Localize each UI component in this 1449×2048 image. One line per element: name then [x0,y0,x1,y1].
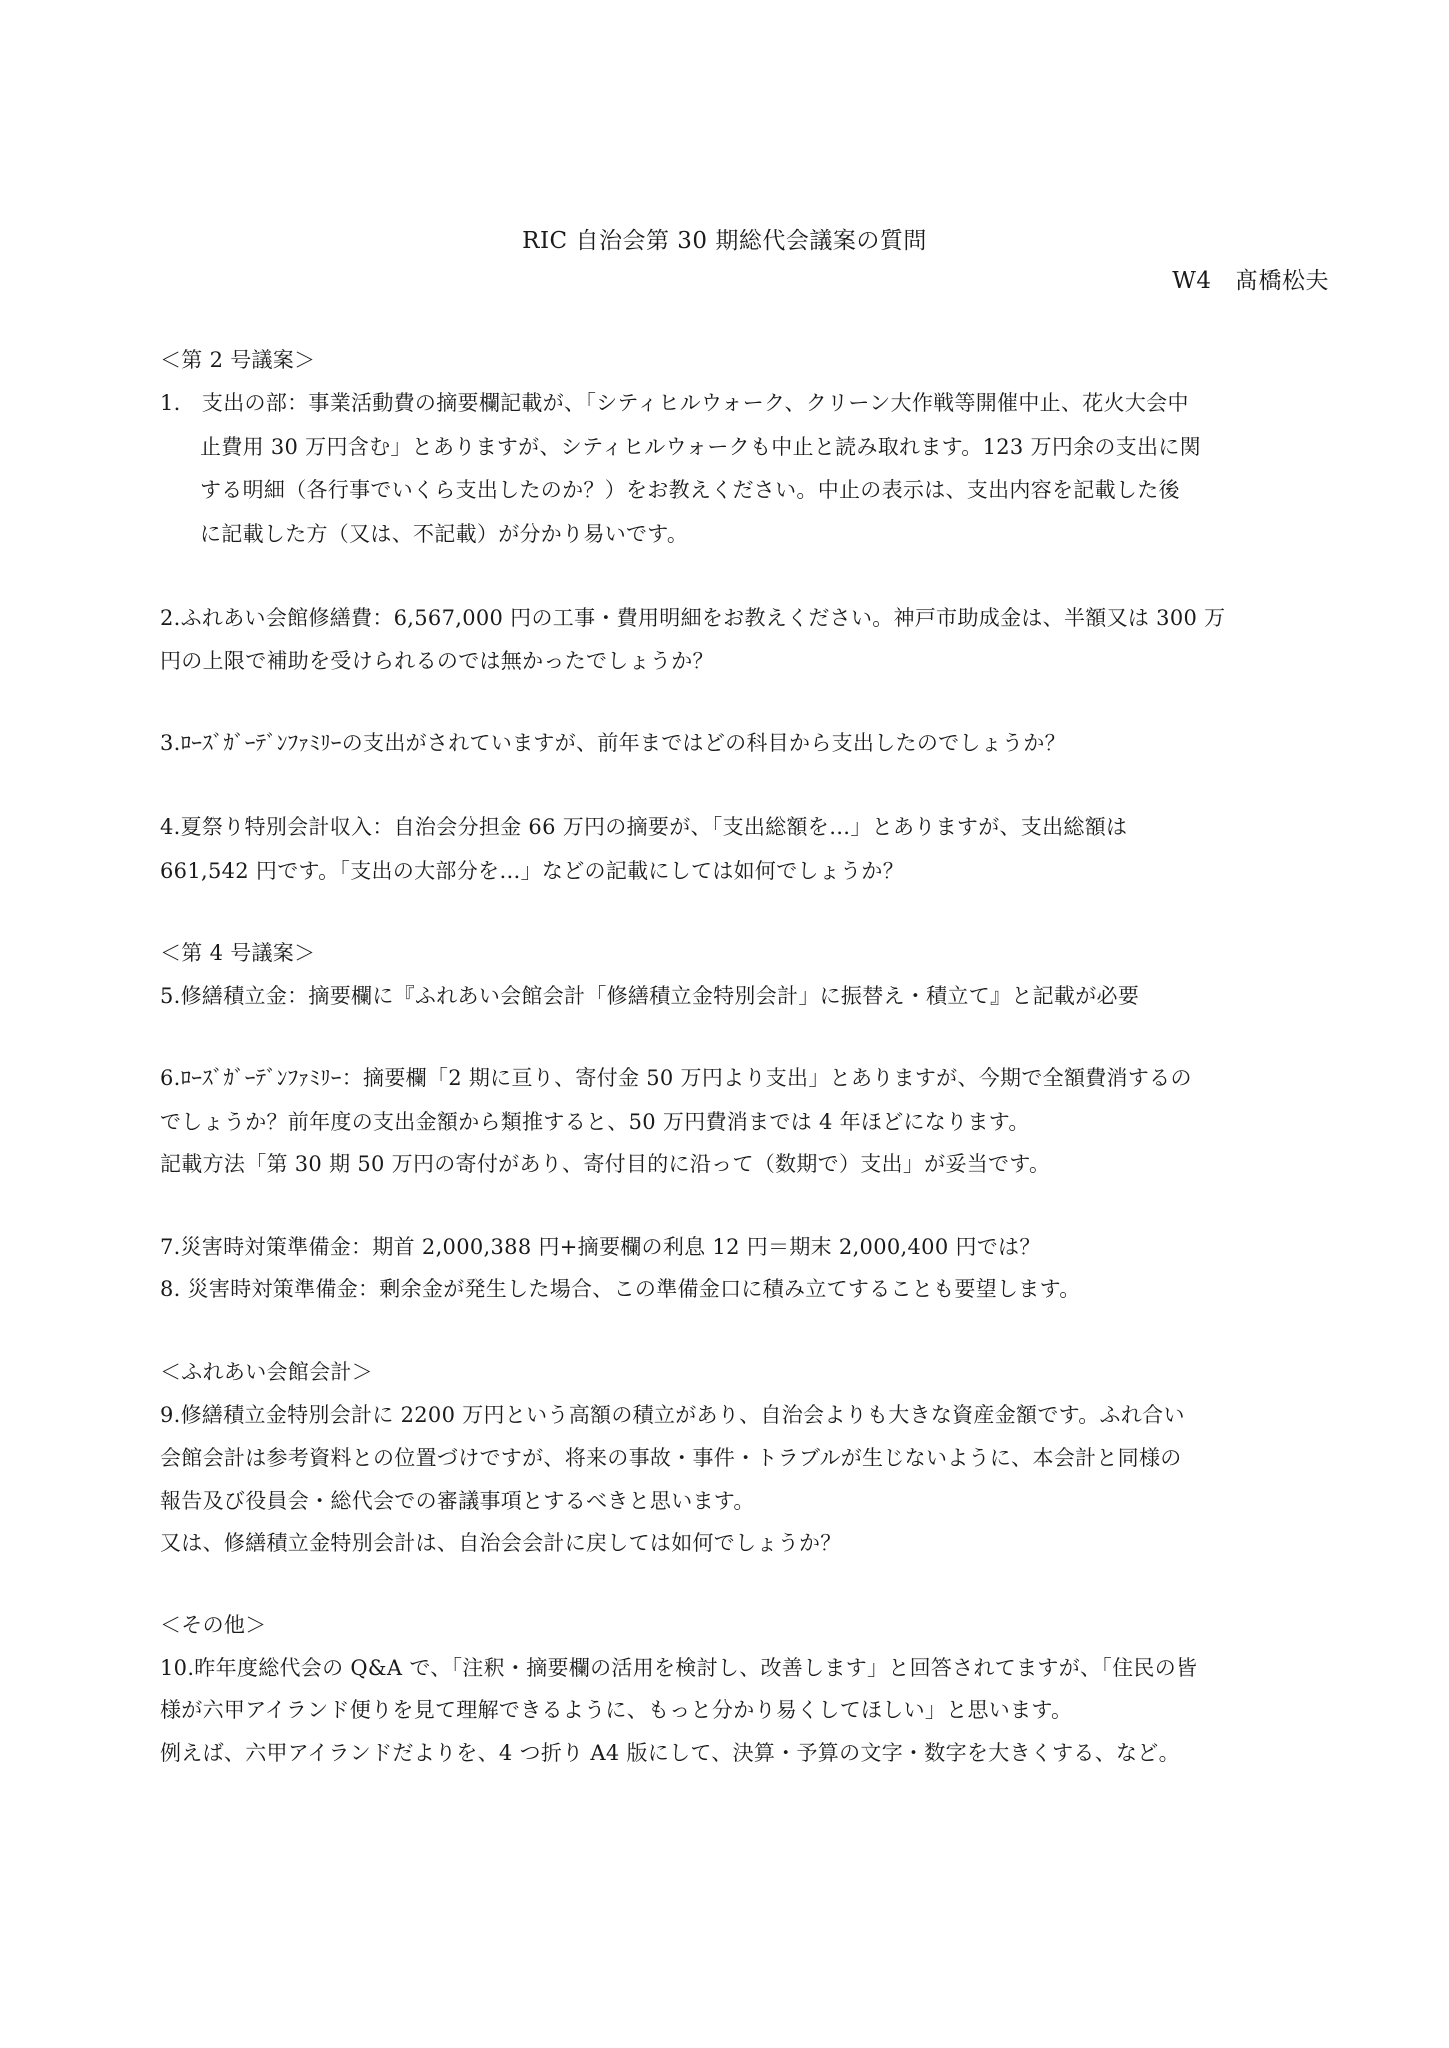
question-1-line-1: 1. 支出の部：事業活動費の摘要欄記載が、「シティヒルウォーク、クリーン大作戦等開催中止、花火大会中 [160,391,1189,415]
document-title: RIC 自治会第 30 期総代会議案の質問 [522,228,927,254]
document-author: W4 髙橋松夫 [1172,268,1329,294]
question-9-line-1: 9.修繕積立金特別会計に 2200 万円という高額の積立があり、自治会よりも大きな資産金額です。ふれ合い [160,1403,1185,1427]
question-3-line-1: 3.ﾛｰｽﾞｶﾞｰﾃﾞﾝﾌｧﾐﾘｰの支出がされていますが、前年まではどの科目から支出したのでしょうか？ [160,731,1066,755]
question-2-line-1: 2.ふれあい会館修繕費：6,567,000 円の工事・費用明細をお教えください。神戸市助成金は、半額又は 300 万 [160,606,1226,630]
question-5-line-1: 5.修繕積立金：摘要欄に『ふれあい会館会計「修繕積立金特別会計」に振替え・積立て』と記載が必要 [160,984,1140,1008]
question-9-line-3: 報告及び役員会・総代会での審議事項とするべきと思います。 [160,1489,755,1513]
question-4-line-1: 4.夏祭り特別会計収入：自治会分担金 66 万円の摘要が、「支出総額を…」とありますが、支出総額は [160,815,1128,839]
question-1-line-3: する明細（各行事でいくら支出したのか？）をお教えください。中止の表示は、支出内容を記載した後 [200,478,1180,502]
question-6-line-3: 記載方法「第 30 期 50 万円の寄付があり、寄付目的に沿って（数期で）支出」が妥当です。 [160,1152,1051,1176]
question-10-line-2: 様が六甲アイランド便りを見て理解できるように、もっと分かり易くしてほしい」と思います。 [160,1698,1073,1722]
section-heading-agenda-2: ＜第 2 号議案＞ [160,348,316,372]
question-4-line-2: 661,542 円です。「支出の大部分を…」などの記載にしては如何でしょうか？ [160,859,905,883]
question-7-line-1: 7.災害時対策準備金：期首 2,000,388 円+摘要欄の利息 12 円＝期末 2,000,400 円では？ [160,1235,1041,1259]
question-6-line-2: でしょうか？前年度の支出金額から類推すると、50 万円費消までは 4 年ほどになります。 [160,1110,1030,1134]
question-10-line-3: 例えば、六甲アイランドだよりを、4 つ折り A4 版にして、決算・予算の文字・数字を大きくする、など。 [160,1741,1180,1765]
question-1-line-4: に記載した方（又は、不記載）が分かり易いです。 [200,522,689,546]
section-heading-other: ＜その他＞ [160,1613,267,1637]
question-10-line-1: 10.昨年度総代会の Q&A で、「注釈・摘要欄の活用を検討し、改善します」と回答されてますが、「住民の皆 [160,1656,1198,1680]
question-9-line-2: 会館会計は参考資料との位置づけですが、将来の事故・事件・トラブルが生じないように、本会計と同様の [160,1446,1182,1470]
section-heading-agenda-4: ＜第 4 号議案＞ [160,941,316,965]
section-heading-fureai-hall: ＜ふれあい会館会計＞ [160,1360,373,1384]
question-1-line-2: 止費用 30 万円含む」とありますが、シティヒルウォークも中止と読み取れます。123 万円余の支出に関 [200,435,1201,459]
question-8-line-1: 8. 災害時対策準備金：剰余金が発生した場合、この準備金口に積み立てすることも要望します。 [160,1277,1081,1301]
question-6-line-1: 6.ﾛｰｽﾞｶﾞｰﾃﾞﾝﾌｧﾐﾘｰ：摘要欄「2 期に亘り、寄付金 50 万円より支出」とありますが、今期で全額費消するの [160,1066,1192,1090]
question-2-line-2: 円の上限で補助を受けられるのでは無かったでしょうか？ [160,649,714,673]
question-9-line-4: 又は、修繕積立金特別会計は、自治会会計に戻しては如何でしょうか？ [160,1531,842,1555]
